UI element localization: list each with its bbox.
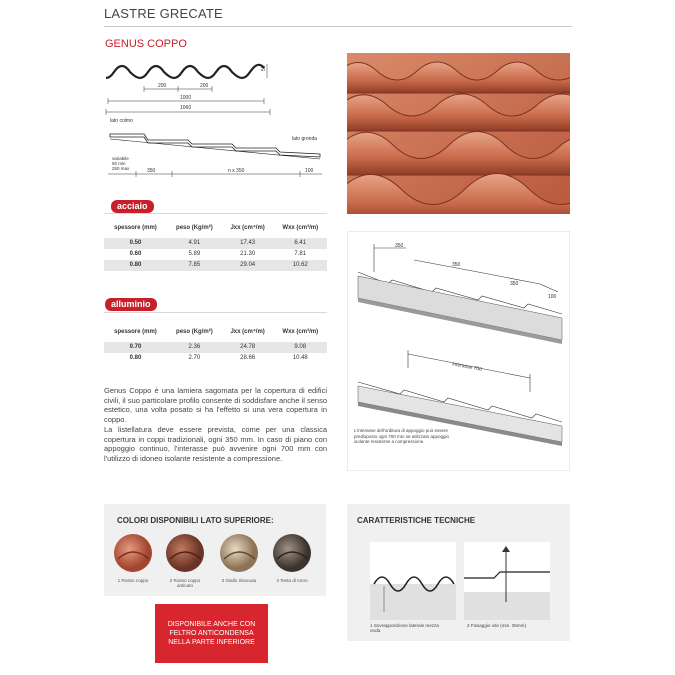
col-header: spessore (mm) [114,224,157,231]
tech-caption-overlap: 1 Sovrapposizione laterale mezza onda [370,623,439,634]
anticondensation-felt-banner: DISPONIBILE ANCHE CON FELTRO ANTICONDENSA NELLA PARTE INFERIORE [155,604,268,663]
dim-total-width: 1060 [180,105,192,111]
alluminio-divider [104,312,327,313]
swatch-giallo-siracusa [219,533,259,573]
tech-drawing-overlap [370,542,456,620]
table-row: 0.80 7.85 29.04 10.62 [104,260,327,271]
col-header: Wxx (cm³/m) [282,328,319,335]
swatch-label: 4 Testa di moro [276,578,308,583]
swatch-label: 1 Rosso coppo [117,578,149,583]
table-row: 0.70 2.36 24.78 9.08 [104,342,327,353]
dim-350-a: 350 [395,243,404,249]
dim-repeat: n x 350 [228,168,245,174]
dim-height: 50 [261,65,267,71]
swatch-label: 3 Giallo Siracusa [221,578,257,583]
dim-350-b: 350 [452,262,461,268]
installation-note: L'interasse dell'orditura di appoggio può essere predisposto ogni 700 mm se utilizzato appoggio isolante resistente a compressione. [354,428,450,445]
product-title: GENUS COPPO [105,38,187,50]
alluminio-table [104,322,327,364]
swatch-rosso-coppo-anticato [165,533,205,573]
acciaio-tag: acciaio [111,200,154,213]
acciaio-table [104,218,327,271]
dim-pitch-2: 200 [200,83,209,89]
table-row: 0.50 4.91 17.43 6.41 [104,238,327,249]
alluminio-tag: alluminio [105,298,157,311]
side-view-drawing [104,126,326,178]
table-row: 0.80 2.70 28.66 10.48 [129,355,308,361]
col-header: Jxx (cm⁴/m) [230,224,265,231]
col-header: Jxx (cm⁴/m) [230,328,265,335]
dim-pitch-1: 200 [158,83,167,89]
dim-100: 100 [548,294,557,300]
table-row: 0.60 5.89 21.30 7.81 [129,251,307,257]
tech-drawing-screw [464,542,550,620]
tech-caption-screw: 2 Fissaggio vite (min. 35mm) [467,623,526,628]
colors-panel-title: COLORI DISPONIBILI LATO SUPERIORE: [117,516,274,525]
label-eave-side: lato gronda [292,136,318,142]
col-header: spessore (mm) [114,328,157,335]
page-title: LASTRE GRECATE [104,6,223,21]
swatch-rosso-coppo [113,533,153,573]
col-header: peso (Kg/m²) [176,224,213,231]
label-variable: variabile 50 min 250 max [112,156,130,172]
description-paragraph: La listellatura deve essere prevista, come per una classica copertura in coppi tradizionali, ogni 350 mm. In caso di piano con appoggio continuo, l'interasse può avvenire ogni 700 mm con l'utilizzo di idoneo isolante resistente a compressione. [104,424,327,463]
swatch-label: 2 Rosso coppo anticato [169,578,201,589]
tech-panel-title: CARATTERISTICHE TECNICHE [357,516,476,525]
description-paragraph: Genus Coppo è una lamiera sagomata per la copertura di edifici civili, il suo particolare profilo consente di soddisfare anche il senso estetico, una volta posato si ha l'effetto si una vera copertura in coppo. [104,386,327,425]
title-divider [104,26,572,27]
dim-350-c: 350 [510,281,519,287]
swatch-testa-di-moro [272,533,312,573]
col-header: peso (Kg/m²) [176,328,213,335]
acciaio-divider [104,213,327,214]
col-header: Wxx (cm³/m) [282,224,319,231]
dim-useful-width: 1000 [180,95,192,101]
product-description [104,386,327,464]
roof-photo [347,53,570,214]
dim-end: 100 [305,168,314,174]
label-ridge-side: lato colmo [110,118,133,124]
dim-interasse: interasse 700 [451,361,483,373]
dim-step: 350 [147,168,156,174]
